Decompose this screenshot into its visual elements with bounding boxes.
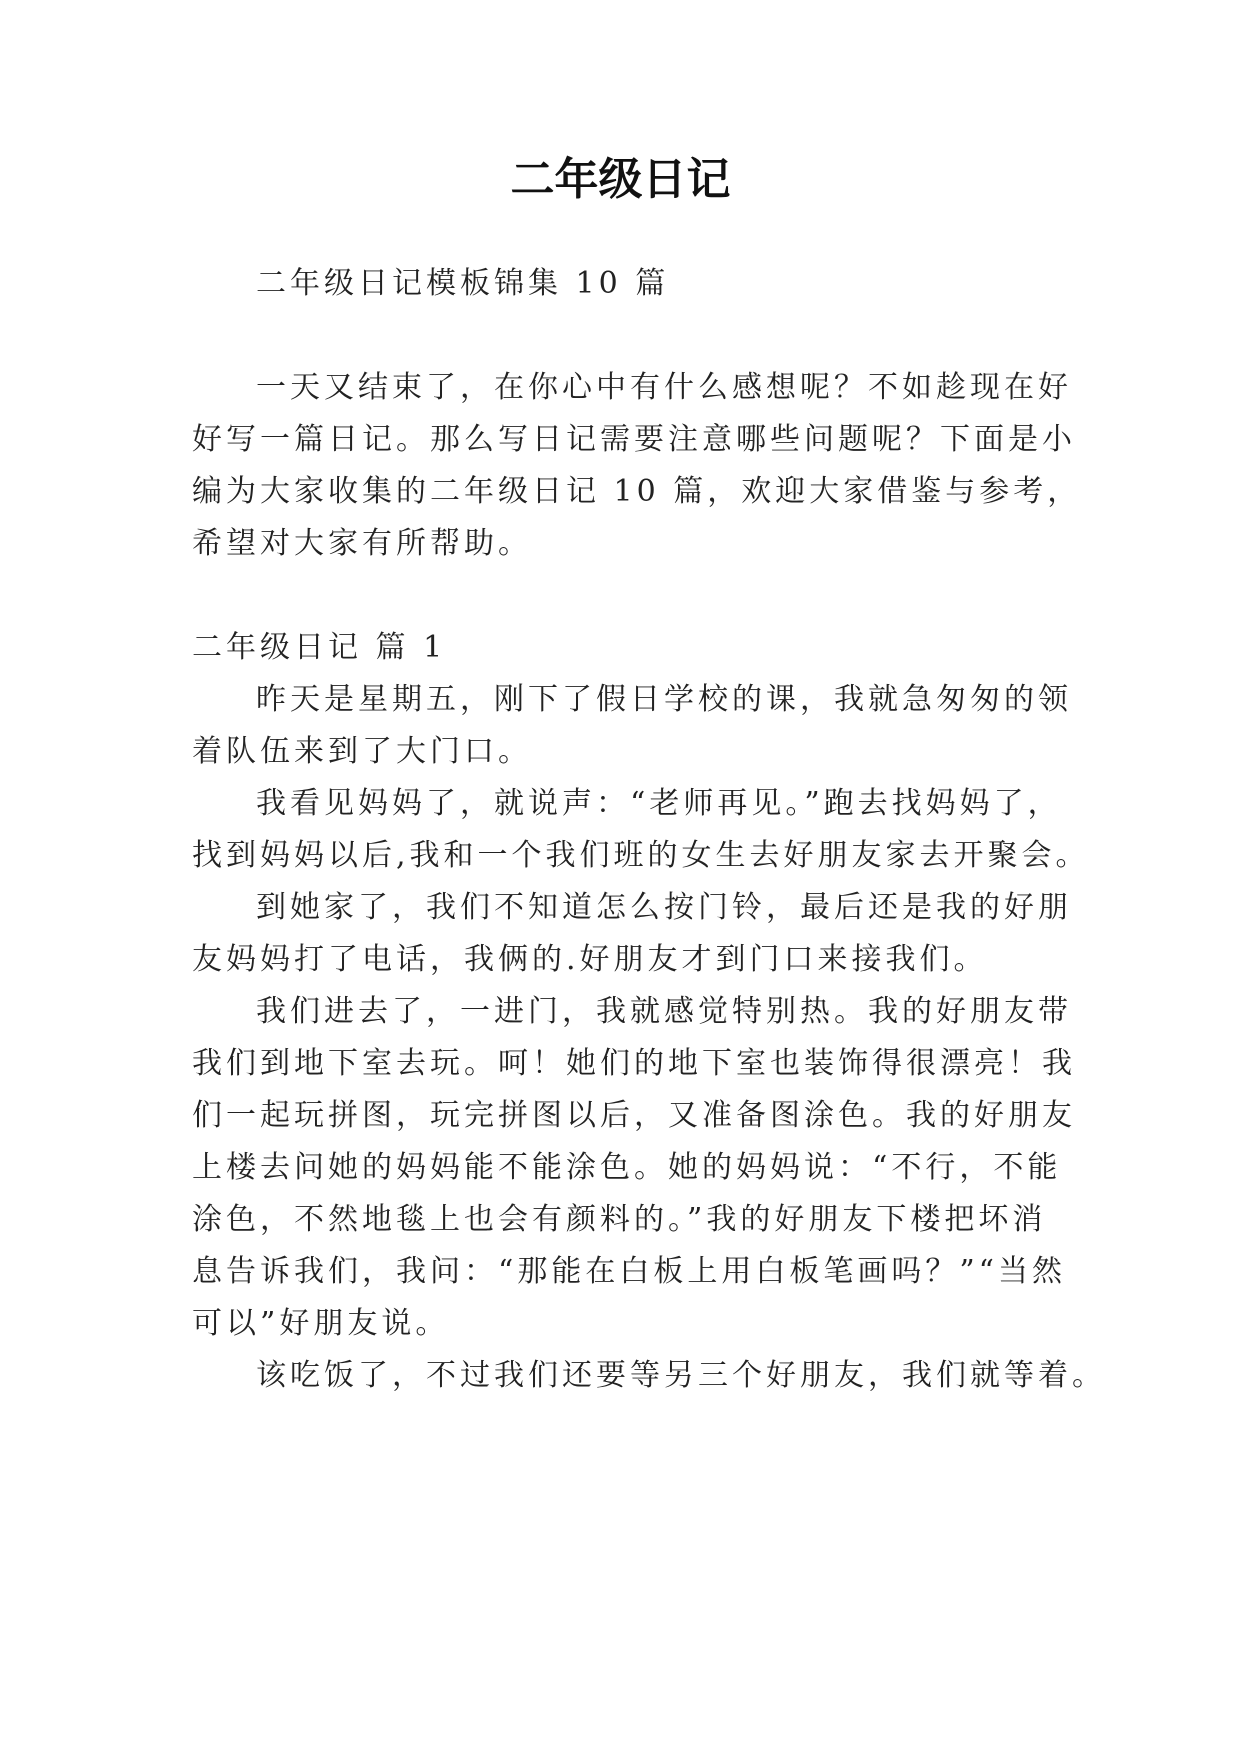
body-line: 到她家了，我们不知道怎么按门铃，最后还是我的好朋 [256, 890, 1072, 925]
body-line: 该吃饭了，不过我们还要等另三个好朋友，我们就等着。 [256, 1358, 1106, 1393]
body-line: 可以”好朋友说。 [192, 1306, 450, 1341]
intro-line: 好写一篇日记。那么写日记需要注意哪些问题呢？下面是小 [192, 422, 1076, 457]
body-line: 涂色，不然地毯上也会有颜料的。”我的好朋友下楼把坏消 [192, 1202, 1047, 1237]
intro-line: 编为大家收集的二年级日记 10 篇，欢迎大家借鉴与参考， [192, 474, 1082, 509]
body-line: 息告诉我们，我问：“那能在白板上用白板笔画吗？”“当然 [192, 1254, 1067, 1289]
section-heading: 二年级日记 篇 1 [192, 630, 447, 665]
body-line: 友妈妈打了电话，我俩的.好朋友才到门口来接我们。 [192, 942, 988, 977]
body-line: 昨天是星期五，刚下了假日学校的课，我就急匆匆的领 [256, 682, 1072, 717]
body-line: 着队伍来到了大门口。 [192, 734, 532, 769]
body-line: 找到妈妈以后,我和一个我们班的女生去好朋友家去开聚会。 [192, 838, 1090, 873]
document-title: 二年级日记 [510, 154, 731, 205]
intro-line: 希望对大家有所帮助。 [192, 526, 532, 561]
body-line: 们一起玩拼图，玩完拼图以后，又准备图涂色。我的好朋友 [192, 1098, 1076, 1133]
body-line: 我看见妈妈了，就说声：“老师再见。”跑去找妈妈了， [256, 786, 1062, 821]
intro-line: 一天又结束了，在你心中有什么感想呢？不如趁现在好 [256, 370, 1072, 405]
body-line: 我们到地下室去玩。呵！她们的地下室也装饰得很漂亮！我 [192, 1046, 1076, 1081]
body-line: 上楼去问她的妈妈能不能涂色。她的妈妈说：“不行，不能 [192, 1150, 1062, 1185]
body-line: 我们进去了，一进门，我就感觉特别热。我的好朋友带 [256, 994, 1072, 1029]
document-subtitle: 二年级日记模板锦集 10 篇 [256, 266, 670, 301]
